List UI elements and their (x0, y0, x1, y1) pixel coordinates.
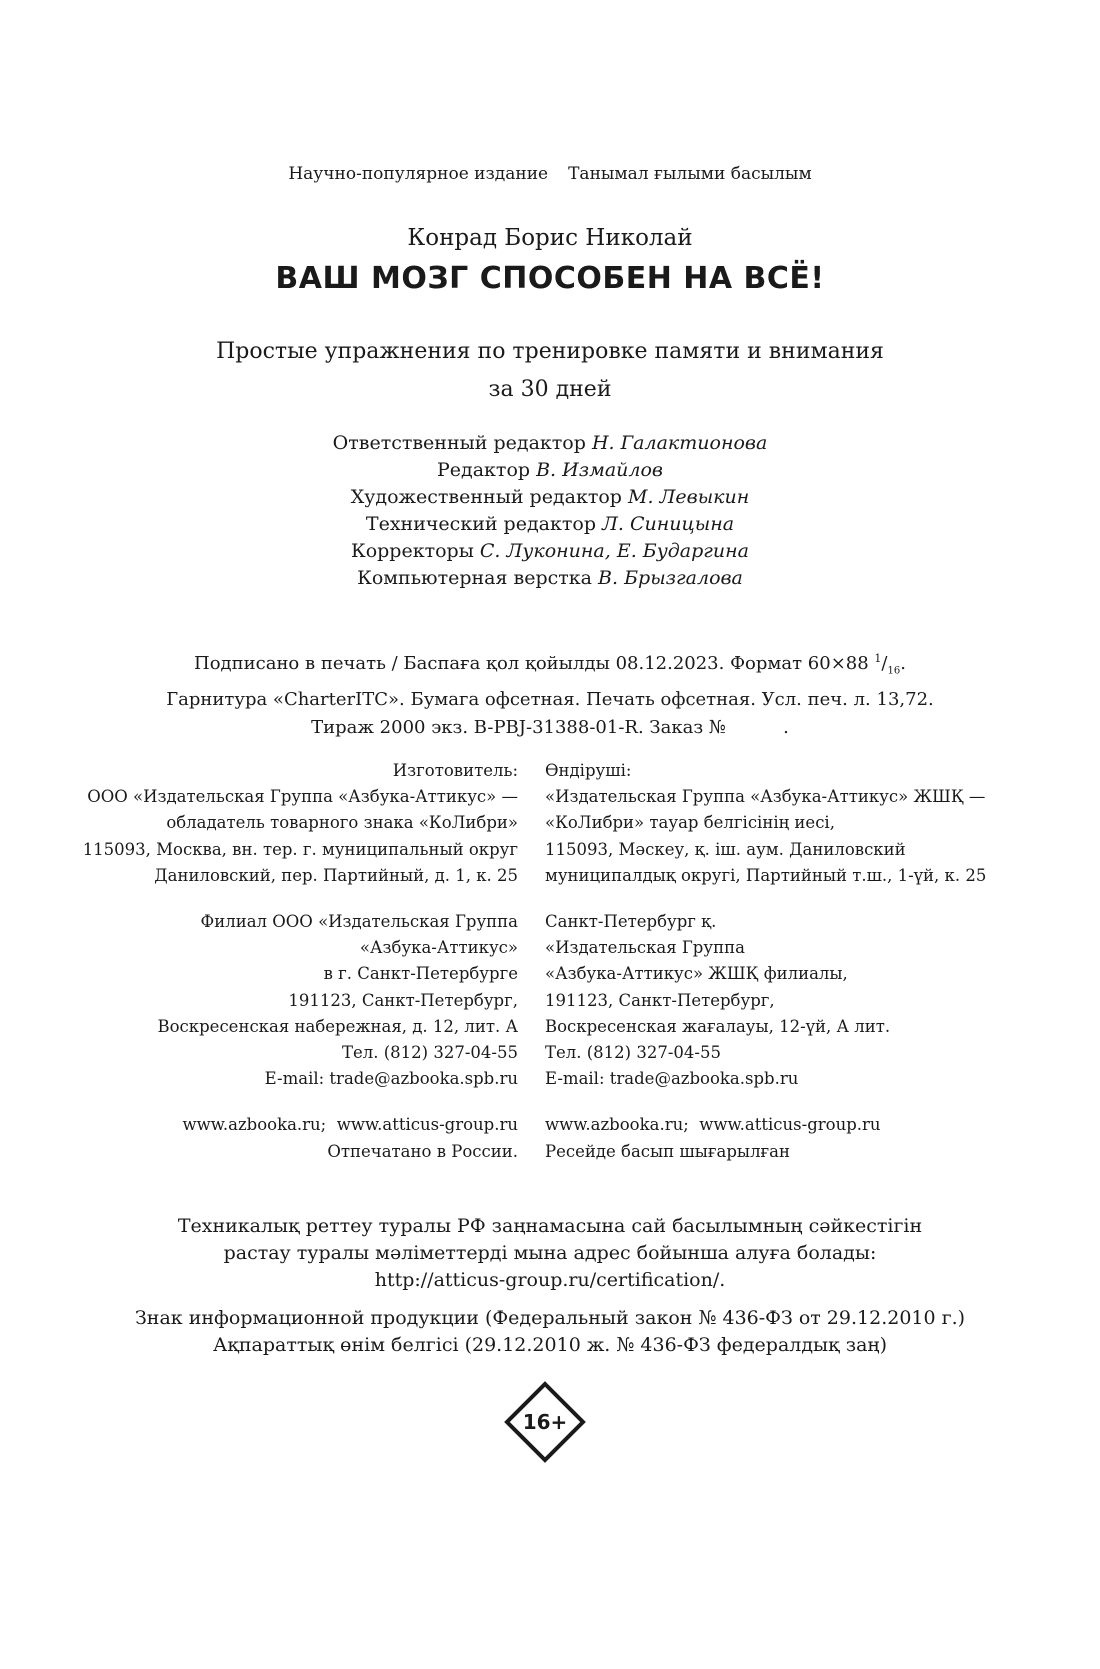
manufacturer-ru-web: www.azbooka.ru; www.atticus-group.ru Отпечатано в России. (182, 1115, 518, 1161)
manufacturer-ru-column (83, 758, 518, 1185)
info-sign-line: Ақпараттық өнім белгісі (29.12.2010 ж. № 436-ФЗ федералдық заң) (212, 1334, 888, 1356)
manufacturer-kz-main: Өндіруші: «Издательская Группа «Азбука-Аттикус» ЖШҚ — «КоЛибри» тауар белгісінің иесі, 115093, Мәскеу, қ. іш. аум. Даниловский муниципалдық округі, Партийный т.ш., 1-үй, к. 25 (545, 761, 987, 885)
print-line-3: Тираж 2000 экз. B-PBJ-31388-01-R. Заказ № . (311, 716, 789, 738)
credit-line: Редактор В. Измайлов (437, 459, 663, 481)
print-line-1: Подписано в печать / Баспаға қол қойылды 08.12.2023. Формат 60×88 $^1/_{16}$. (194, 652, 906, 677)
credit-line: Компьютерная верстка В. Брызгалова (357, 567, 743, 589)
print-info (0, 645, 1100, 742)
credit-line: Ответственный редактор Н. Галактионова (332, 432, 768, 454)
author-name: Конрад Борис Николай (407, 225, 693, 251)
info-sign-line: Знак информационной продукции (Федеральный закон № 436-ФЗ от 29.12.2010 г.) (134, 1307, 966, 1329)
credits-list (0, 430, 1100, 592)
age-rating-text: 16+ (522, 1410, 568, 1434)
edition-type (0, 164, 1100, 184)
credit-line: Технический редактор Л. Синицына (365, 513, 735, 535)
certification-line: Техникалық реттеу туралы РФ заңнамасына сай басылымның сәйкестігін (177, 1215, 923, 1237)
manufacturer-kz-column (545, 758, 986, 1185)
certification-note (0, 1213, 1100, 1294)
book-subtitle (100, 333, 1000, 409)
edition-type-kz: Танымал ғылыми басылым (568, 164, 812, 184)
certification-line: растау туралы мәліметтерді мына адрес бойынша алуға болады: (223, 1242, 877, 1264)
credit-line: Художественный редактор М. Левыкин (350, 486, 750, 508)
manufacturer-kz-web: www.azbooka.ru; www.atticus-group.ru Ресейде басып шығарылған (545, 1115, 881, 1161)
book-title: ВАШ МОЗГ СПОСОБЕН НА ВСЁ! (275, 261, 825, 296)
credit-line: Корректоры С. Луконина, Е. Бударгина (351, 540, 749, 562)
certification-url: http://atticus-group.ru/certification/. (374, 1269, 726, 1291)
manufacturer-ru-branch: Филиал ООО «Издательская Группа «Азбука-Аттикус» в г. Санкт-Петербурге 191123, Санкт-Петербург, Воскресенская набережная, д. 12, лит. А Тел. (812) 327-04-55 E-mail: trade@azbooka.spb.ru (157, 912, 518, 1089)
subtitle-line: за 30 дней (488, 377, 612, 402)
info-product-sign (0, 1305, 1100, 1359)
subtitle-line: Простые упражнения по тренировке памяти и внимания (216, 339, 884, 364)
edition-type-ru: Научно-популярное издание (288, 164, 549, 184)
manufacturer-ru-main: Изготовитель: ООО «Издательская Группа «Азбука-Аттикус» — обладатель товарного знака «КоЛибри» 115093, Москва, вн. тер. г. муниципальный округ Даниловский, пер. Партийный, д. 1, к. 25 (82, 761, 518, 885)
manufacturer-kz-branch: Санкт-Петербург қ. «Издательская Группа «Азбука-Аттикус» ЖШҚ филиалы, 191123, Санкт-Петербург, Воскресенская жағалауы, 12-үй, А лит. Тел. (812) 327-04-55 E-mail: trade@azbooka.spb.ru (545, 912, 891, 1089)
print-line-2: Гарнитура «CharterITC». Бумага офсетная. Печать офсетная. Усл. печ. л. 13,72. (166, 688, 934, 710)
age-rating-badge (504, 1381, 586, 1463)
